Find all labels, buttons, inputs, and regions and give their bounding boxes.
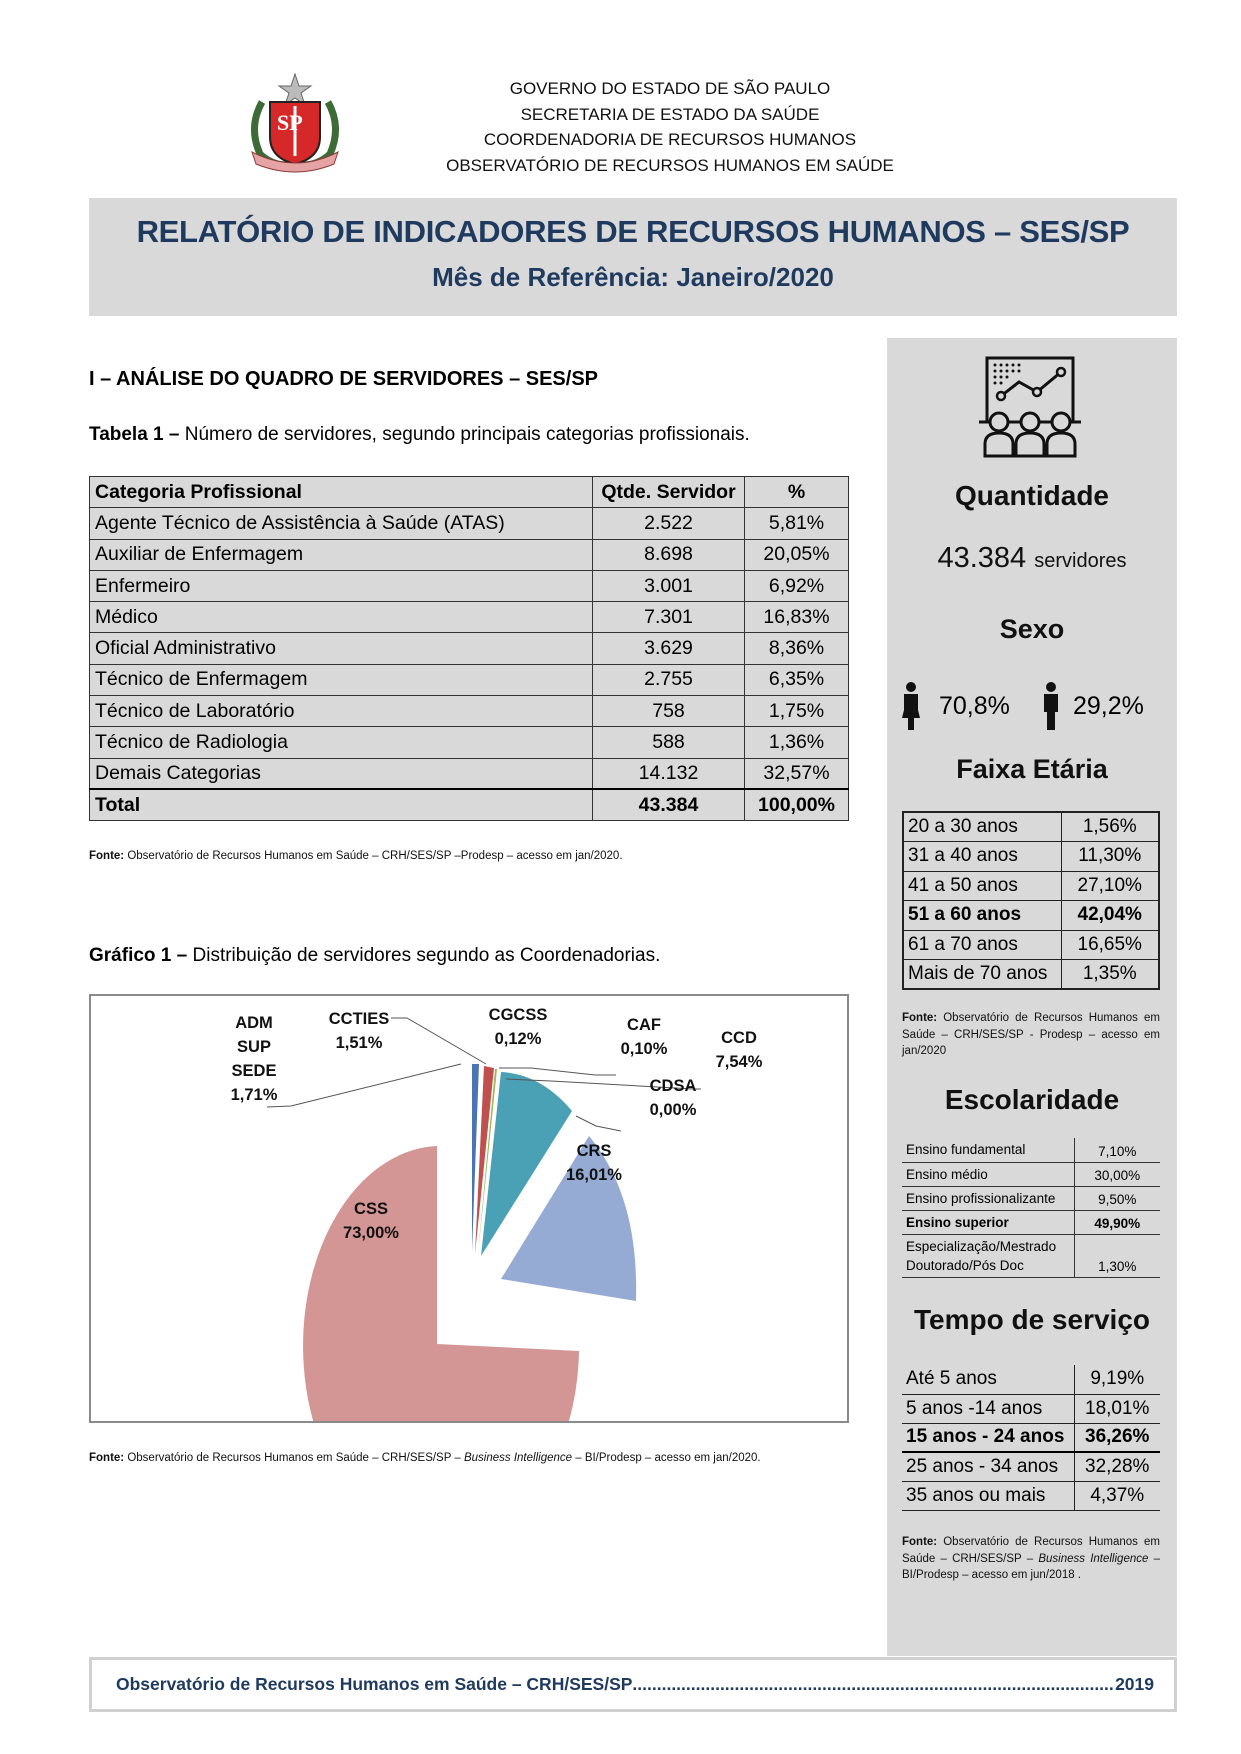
cell-category: Agente Técnico de Assistência à Saúde (ATAS) (90, 508, 593, 539)
cell-pct: 8,36% (745, 633, 849, 664)
source-text-italic: Business Intelligence (1038, 1552, 1149, 1565)
table-row (90, 727, 849, 758)
table-caption (89, 424, 750, 446)
label-css-pct: 73,00% (343, 1224, 399, 1242)
cell-label (902, 1234, 1074, 1277)
cell-value: 16,65% (1061, 930, 1159, 960)
source-text: Observatório de Recursos Humanos em Saúde – CRH/SES/SP - Prodesp – acesso em jan/2020 (902, 1012, 1160, 1057)
table-row-highlighted (903, 901, 1159, 931)
cell-category: Técnico de Enfermagem (90, 664, 593, 695)
label-ccd-pct: 7,54% (715, 1053, 763, 1071)
table-source-note (89, 850, 623, 862)
label-cdsa-pct: 0,00% (649, 1101, 697, 1119)
cell-pct: 20,05% (745, 539, 849, 570)
source-text: Observatório de Recursos Humanos em Saúde – CRH/SES/SP –Prodesp – acesso em jan/2020. (124, 850, 623, 862)
cell-label: 31 a 40 anos (903, 842, 1061, 872)
female-figure-icon (901, 682, 921, 737)
age-range-title: Faixa Etária (956, 754, 1108, 784)
org-line: OBSERVATÓRIO DE RECURSOS HUMANOS EM SAÚDE (446, 155, 894, 175)
table-row-highlighted (902, 1423, 1160, 1452)
label-sede: SEDE (231, 1062, 277, 1080)
table-row (902, 1394, 1160, 1423)
table-row (903, 871, 1159, 901)
report-subtitle: Mês de Referência: Janeiro/2020 (432, 262, 834, 292)
cell-qty: 2.755 (593, 664, 745, 695)
service-time-title: Tempo de serviço (913, 1304, 1150, 1335)
chart-caption-text: Distribuição de servidores segundo as Coordenadorias. (187, 945, 661, 966)
title-band (89, 198, 1177, 316)
source-text: Observatório de Recursos Humanos em Saúde – CRH/SES/SP – (902, 1536, 1160, 1565)
column-header: Qtde. Servidor (593, 477, 745, 508)
source-text: – BI/Prodesp – acesso em jun/2018 . (902, 1552, 1160, 1581)
cell-qty: 3.001 (593, 570, 745, 601)
indicators-panel (887, 338, 1177, 1656)
section-title: I – ANÁLISE DO QUADRO DE SERVIDORES – SES/SP (89, 368, 599, 390)
cell-label: 35 anos ou mais (902, 1481, 1074, 1510)
male-percentage: 29,2% (1073, 692, 1144, 720)
sex-distribution (901, 682, 1171, 732)
presentation-audience-icon (975, 352, 1085, 462)
chart-caption-label: Gráfico 1 – (89, 945, 188, 966)
education-title: Escolaridade (944, 1084, 1120, 1115)
cell-value: 27,10% (1061, 871, 1159, 901)
organization-header (400, 76, 940, 178)
cell-label: 5 anos -14 anos (902, 1394, 1074, 1423)
cell-label: 25 anos - 34 anos (902, 1452, 1074, 1481)
label-crs: CRS (576, 1142, 612, 1160)
cell-value: 11,30% (1061, 842, 1159, 872)
label-crs-pct: 16,01% (566, 1166, 622, 1184)
cell-value: 32,28% (1074, 1452, 1160, 1481)
cell-value: 1,56% (1061, 812, 1159, 842)
table-caption-text: Número de servidores, segundo principais categorias profissionais. (179, 424, 750, 445)
service-source-note (902, 1534, 1160, 1584)
cell-qty: 2.522 (593, 508, 745, 539)
svg-text:SP: SP (277, 110, 303, 135)
cell-label: 41 a 50 anos (903, 871, 1061, 901)
table-total-row (90, 789, 849, 820)
chart-source-note (89, 1452, 761, 1464)
org-line: GOVERNO DO ESTADO DE SÃO PAULO (509, 79, 831, 98)
education-table (902, 1138, 1160, 1278)
source-label: Fonte: (902, 1536, 938, 1548)
age-range-table (902, 811, 1160, 990)
female-percentage: 70,8% (939, 692, 1010, 720)
cell-pct: 1,75% (745, 696, 849, 727)
cell-qty: 588 (593, 727, 745, 758)
table-row (90, 664, 849, 695)
cell-category: Oficial Administrativo (90, 633, 593, 664)
cell-value: 49,90% (1074, 1210, 1160, 1234)
cell-value: 9,50% (1074, 1186, 1160, 1210)
age-source-note (902, 1010, 1160, 1060)
quantity-number: 43.384 (937, 542, 1027, 574)
table-row (90, 696, 849, 727)
cell-category: Médico (90, 602, 593, 633)
table-row (902, 1481, 1160, 1510)
cell-label-line: Doutorado/Pós Doc (906, 1257, 1024, 1273)
cell-qty: 758 (593, 696, 745, 727)
chart-caption (89, 945, 660, 967)
cell-value: 1,30% (1074, 1234, 1160, 1277)
label-ccd: CCD (721, 1029, 757, 1047)
cell-total-qty: 43.384 (593, 789, 745, 820)
cell-value: 42,04% (1061, 901, 1159, 931)
cell-pct: 6,35% (745, 664, 849, 695)
label-adm: ADM (235, 1014, 273, 1032)
label-sup: SUP (237, 1038, 271, 1056)
cell-label: Até 5 anos (902, 1365, 1074, 1394)
cell-qty: 14.132 (593, 758, 745, 789)
cell-value: 30,00% (1074, 1162, 1160, 1186)
table-row (90, 633, 849, 664)
page-footer (89, 1657, 1177, 1712)
source-text: Observatório de Recursos Humanos em Saúde – CRH/SES/SP – (124, 1452, 464, 1464)
sex-title: Sexo (999, 614, 1065, 644)
quantity-title: Quantidade (954, 480, 1109, 511)
cell-label: 20 a 30 anos (903, 812, 1061, 842)
sao-paulo-coat-of-arms-icon (240, 72, 350, 177)
cell-value: 36,26% (1074, 1423, 1160, 1452)
label-cdsa: CDSA (649, 1077, 697, 1095)
org-line: COORDENADORIA DE RECURSOS HUMANOS (483, 130, 857, 149)
cell-value: 18,01% (1074, 1394, 1160, 1423)
table-row-highlighted (902, 1210, 1160, 1234)
org-line: SECRETARIA DE ESTADO DA SAÚDE (520, 104, 820, 124)
cell-qty: 7.301 (593, 602, 745, 633)
cell-pct: 1,36% (745, 727, 849, 758)
table-row (902, 1234, 1160, 1277)
quantity-unit: servidores (1034, 550, 1127, 572)
cell-category: Enfermeiro (90, 570, 593, 601)
source-text-italic: Business Intelligence (463, 1452, 573, 1464)
source-label: Fonte: (89, 850, 125, 862)
table-row (902, 1186, 1160, 1210)
cell-category: Técnico de Radiologia (90, 727, 593, 758)
cell-category: Demais Categorias (90, 758, 593, 789)
table-row (903, 812, 1159, 842)
report-title: RELATÓRIO DE INDICADORES DE RECURSOS HUMANOS – SES/SP (136, 214, 1130, 249)
cell-label: Mais de 70 anos (903, 960, 1061, 990)
label-adm-pct: 1,71% (230, 1086, 278, 1104)
table-row (902, 1162, 1160, 1186)
cell-label: 15 anos - 24 anos (902, 1423, 1074, 1452)
cell-label-line: Especialização/Mestrado (906, 1238, 1057, 1254)
male-figure-icon (1041, 682, 1061, 737)
cell-category: Auxiliar de Enfermagem (90, 539, 593, 570)
label-caf: CAF (627, 1016, 661, 1034)
column-header: Categoria Profissional (90, 477, 593, 508)
table-row (902, 1365, 1160, 1394)
label-cgcss: CGCSS (488, 1006, 548, 1024)
table-row (903, 960, 1159, 990)
table-row (903, 930, 1159, 960)
table-row (902, 1138, 1160, 1162)
footer-year: 2019 (1115, 1674, 1154, 1694)
cell-value: 7,10% (1074, 1138, 1160, 1162)
table-row (90, 539, 849, 570)
cell-qty: 8.698 (593, 539, 745, 570)
cell-label: Ensino superior (902, 1210, 1074, 1234)
cell-pct: 5,81% (745, 508, 849, 539)
cell-label: 51 a 60 anos (903, 901, 1061, 931)
table-header-row (90, 477, 849, 508)
cell-pct: 16,83% (745, 602, 849, 633)
cell-category: Técnico de Laboratório (90, 696, 593, 727)
pie-chart (89, 994, 849, 1423)
categories-table (89, 476, 849, 821)
cell-label: Ensino fundamental (902, 1138, 1074, 1162)
cell-label: 61 a 70 anos (903, 930, 1061, 960)
cell-qty: 3.629 (593, 633, 745, 664)
service-time-table (902, 1365, 1160, 1511)
source-label: Fonte: (89, 1452, 125, 1464)
cell-label: Ensino médio (902, 1162, 1074, 1186)
cell-value: 4,37% (1074, 1481, 1160, 1510)
label-css: CSS (354, 1200, 388, 1218)
cell-label: Ensino profissionalizante (902, 1186, 1074, 1210)
footer-leader-dots (632, 1674, 1115, 1695)
table-row (903, 842, 1159, 872)
cell-value: 1,35% (1061, 960, 1159, 990)
column-header: % (745, 477, 849, 508)
label-cgcss-pct: 0,12% (494, 1030, 542, 1048)
label-ccties-pct: 1,51% (335, 1034, 383, 1052)
table-row (902, 1452, 1160, 1481)
cell-pct: 6,92% (745, 570, 849, 601)
cell-total-label: Total (90, 789, 593, 820)
table-row (90, 508, 849, 539)
label-ccties: CCTIES (328, 1010, 390, 1028)
source-text: – BI/Prodesp – acesso em jan/2020. (572, 1452, 761, 1464)
table-row (90, 602, 849, 633)
quantity-value (887, 542, 1177, 575)
cell-pct: 32,57% (745, 758, 849, 789)
source-label: Fonte: (902, 1012, 938, 1024)
table-row (90, 758, 849, 789)
cell-value: 9,19% (1074, 1365, 1160, 1394)
footer-text: Observatório de Recursos Humanos em Saúde – CRH/SES/SP (116, 1674, 633, 1694)
cell-total-pct: 100,00% (745, 789, 849, 820)
table-row (90, 570, 849, 601)
label-caf-pct: 0,10% (620, 1040, 668, 1058)
table-caption-label: Tabela 1 – (89, 424, 180, 445)
